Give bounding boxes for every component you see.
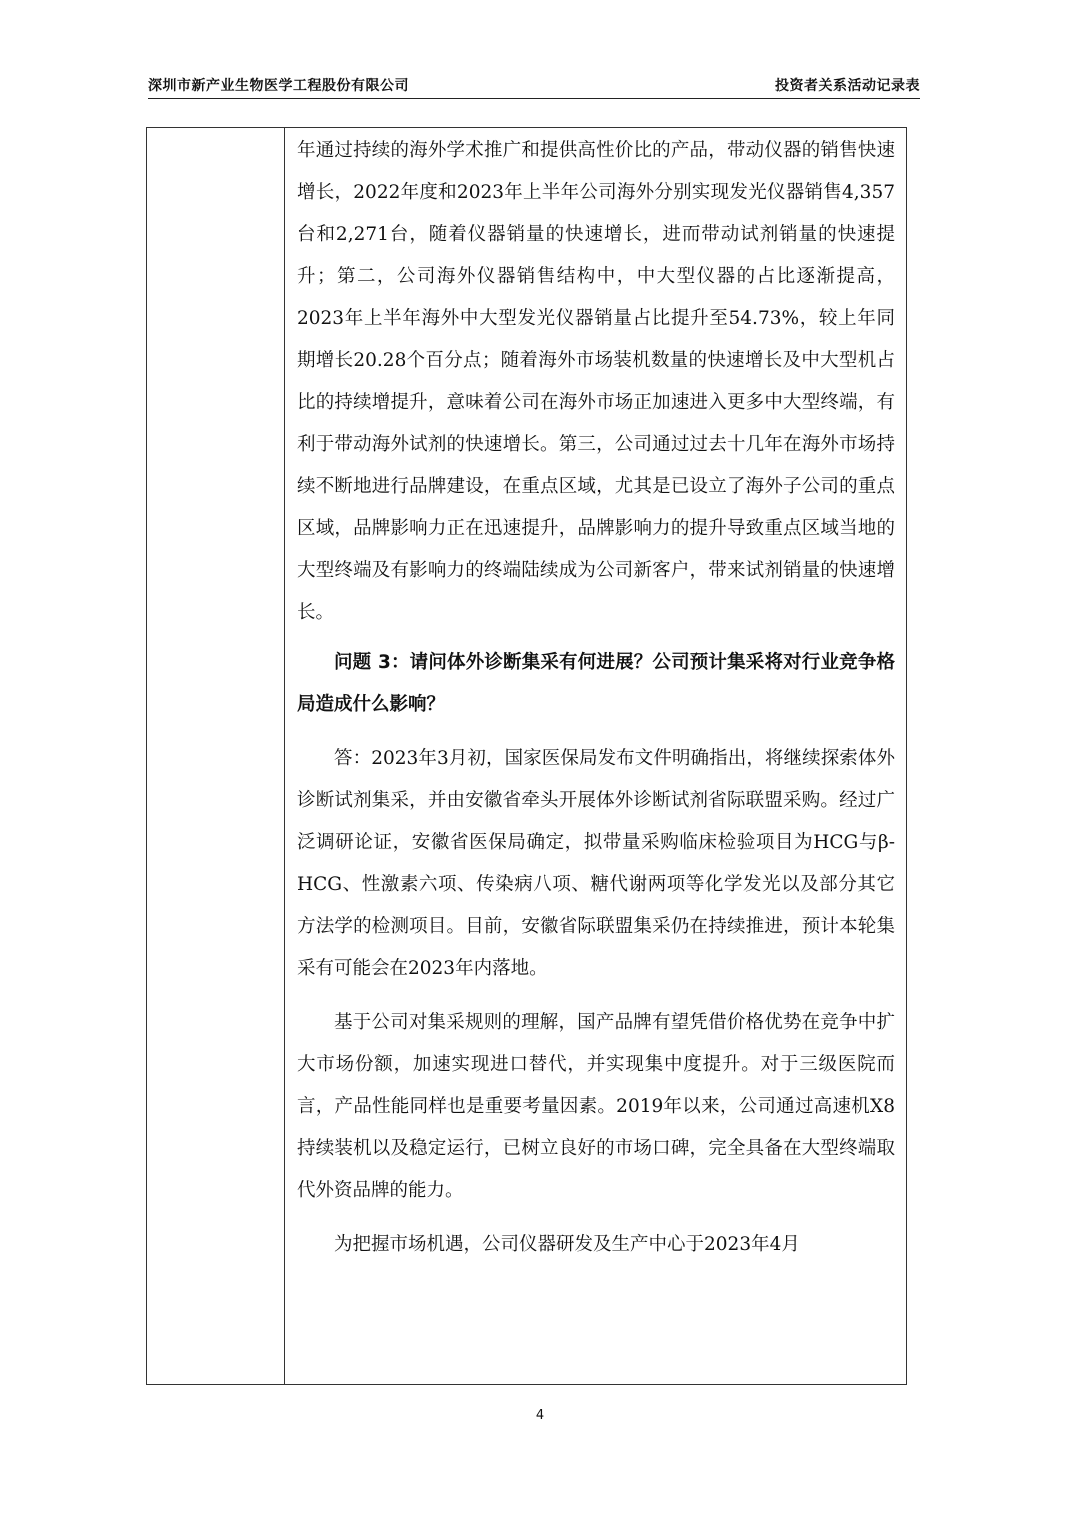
continued-paragraph: 年通过持续的海外学术推广和提供高性价比的产品，带动仪器的销售快速增长，2022年度和2023年上半年公司海外分别实现发光仪器销售4,357台和2,271台，随着仪器销量的快速增长，进而带动试剂销量的快速提升；第二，公司海外仪器销售结构中，中大型仪器的占比逐渐提高，2023年上半年海外中大型发光仪器销量占比提升至54.73%，较上年同期增长20.28个百分点；随着海外市场装机数量的快速增长及中大型机占比的持续增提升，意味着公司在海外市场正加速进入更多中大型终端，有利于带动海外试剂的快速增长。第三，公司通过过去十几年在海外市场持续不断地进行品牌建设，在重点区域，尤其是已设立了海外子公司的重点区域，品牌影响力正在迅速提升，品牌影响力的提升导致重点区域当地的大型终端及有影响力的终端陆续成为公司新客户，带来试剂销量的快速增长。 [297,140,895,623]
page-number: 4 [535,1408,545,1423]
record-table [146,127,907,1385]
page-header [148,72,920,99]
answer-paragraph-3: 为把握市场机遇，公司仪器研发及生产中心于2023年4月 [334,1234,800,1255]
answer-paragraph-2: 基于公司对集采规则的理解，国产品牌有望凭借价格优势在竞争中扩大市场份额，加速实现进口替代，并实现集中度提升。对于三级医院而言，产品性能同样也是重要考量因素。2019年以来，公司通过高速机X8持续装机以及稳定运行，已树立良好的市场口碑，完全具备在大型终端取代外资品牌的能力。 [297,1012,895,1201]
document-type: 投资者关系活动记录表 [775,78,920,94]
table-label-column [147,128,285,1384]
company-name: 深圳市新产业生物医学工程股份有限公司 [148,78,409,94]
answer-paragraph-1: 答：2023年3月初，国家医保局发布文件明确指出，将继续探索体外诊断试剂集采，并由安徽省牵头开展体外诊断试剂省际联盟采购。经过广泛调研论证，安徽省医保局确定，拟带量采购临床检验项目为HCG与β-HCG、性激素六项、传染病八项、糖代谢两项等化学发光以及部分其它方法学的检测项目。目前，安徽省际联盟集采仍在持续推进，预计本轮集采有可能会在2023年内落地。 [297,748,895,979]
table-content-cell [297,130,895,1266]
question-3: 问题 3：请问体外诊断集采有何进展？公司预计集采将对行业竞争格局造成什么影响？ [297,652,895,715]
